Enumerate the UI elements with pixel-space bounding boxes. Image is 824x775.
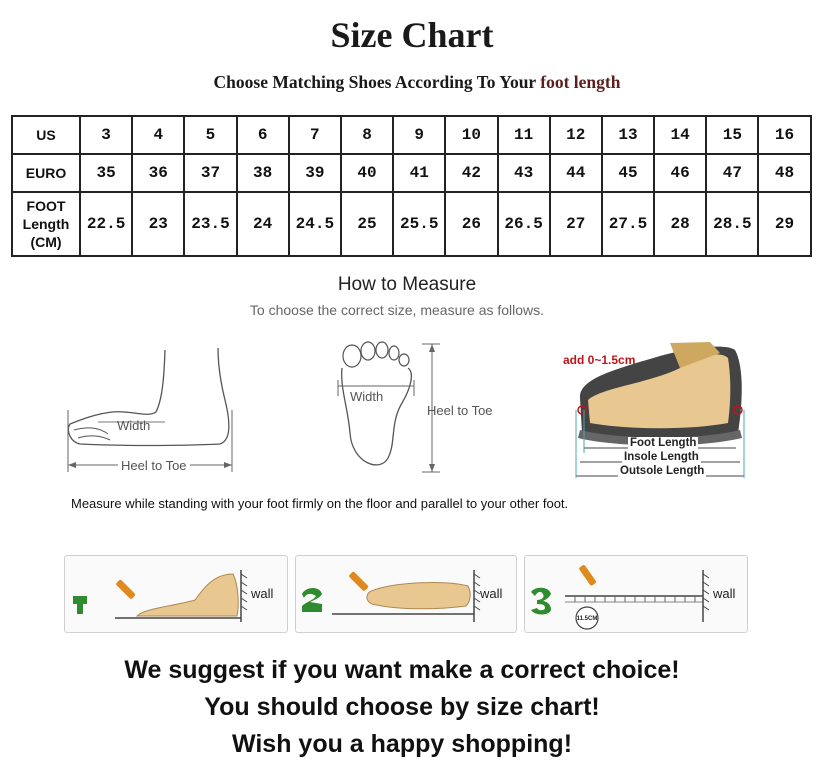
how-to-subtitle: To choose the correct size, measure as follows. bbox=[249, 302, 545, 318]
foot-length-cell: 23.5 bbox=[184, 192, 236, 256]
suggest-line-2: You should choose by size chart! bbox=[204, 693, 600, 721]
us-header: US bbox=[12, 116, 80, 154]
how-to-title: How to Measure bbox=[337, 274, 477, 295]
add-note-label: add 0~1.5cm bbox=[563, 353, 636, 367]
foot-length-cell: 28.5 bbox=[706, 192, 758, 256]
euro-cell: 47 bbox=[706, 154, 758, 192]
us-cell: 3 bbox=[80, 116, 132, 154]
subtitle-highlight: foot length bbox=[540, 72, 621, 92]
foot-length-cell: 28 bbox=[654, 192, 706, 256]
foot-length-cell: 24.5 bbox=[289, 192, 341, 256]
us-cell: 4 bbox=[132, 116, 184, 154]
foot-length-cell: 22.5 bbox=[80, 192, 132, 256]
euro-cell: 45 bbox=[602, 154, 654, 192]
foot-label-2: Length bbox=[22, 216, 70, 232]
foot-length-cell: 23 bbox=[132, 192, 184, 256]
us-cell: 13 bbox=[602, 116, 654, 154]
euro-cell: 40 bbox=[341, 154, 393, 192]
euro-cell: 35 bbox=[80, 154, 132, 192]
foot-length-header bbox=[12, 192, 80, 256]
side-heel-to-toe-label: Heel to Toe bbox=[118, 458, 190, 473]
side-width-label: Width bbox=[117, 418, 151, 433]
us-cell: 7 bbox=[289, 116, 341, 154]
foot-length-cell: 25 bbox=[341, 192, 393, 256]
suggest-line-3: Wish you a happy shopping! bbox=[231, 730, 573, 758]
page-subtitle bbox=[0, 72, 824, 93]
step-3-wall-label: wall bbox=[713, 586, 736, 601]
euro-cell: 44 bbox=[550, 154, 602, 192]
step-1-panel bbox=[64, 555, 288, 633]
outsole-length-label: Outsole Length bbox=[620, 465, 705, 477]
step-1-wall-label: wall bbox=[251, 586, 274, 601]
us-cell: 14 bbox=[654, 116, 706, 154]
foot-length-cell: 29 bbox=[758, 192, 810, 256]
foot-length-cell: 27 bbox=[550, 192, 602, 256]
subtitle-text: Choose Matching Shoes According To Your bbox=[213, 72, 541, 92]
ruler-tag: 11.5CM bbox=[576, 616, 598, 622]
euro-cell: 46 bbox=[654, 154, 706, 192]
us-cell: 11 bbox=[498, 116, 550, 154]
us-cell: 12 bbox=[550, 116, 602, 154]
foot-label-3: (CM) bbox=[30, 234, 62, 250]
euro-header: EURO bbox=[12, 154, 80, 192]
us-cell: 10 bbox=[445, 116, 497, 154]
step-3-panel bbox=[524, 555, 748, 633]
euro-cell: 41 bbox=[393, 154, 445, 192]
us-cell: 6 bbox=[237, 116, 289, 154]
us-cell: 9 bbox=[393, 116, 445, 154]
euro-cell: 38 bbox=[237, 154, 289, 192]
top-heel-to-toe-label: Heel to Toe bbox=[427, 403, 493, 418]
us-cell: 8 bbox=[341, 116, 393, 154]
euro-cell: 43 bbox=[498, 154, 550, 192]
foot-length-cell: 26 bbox=[445, 192, 497, 256]
us-cell: 5 bbox=[184, 116, 236, 154]
euro-cell: 42 bbox=[445, 154, 497, 192]
foot-label-1: FOOT bbox=[26, 198, 66, 214]
suggest-line-1: We suggest if you want make a correct choice! bbox=[124, 656, 680, 684]
euro-cell: 36 bbox=[132, 154, 184, 192]
size-table bbox=[11, 115, 812, 257]
measure-note: Measure while standing with your foot firmly on the floor and parallel to your other foot. bbox=[71, 496, 569, 511]
us-cell: 16 bbox=[758, 116, 810, 154]
foot-length-cell: 24 bbox=[237, 192, 289, 256]
us-row bbox=[12, 116, 811, 154]
foot-length-cell: 27.5 bbox=[602, 192, 654, 256]
step-2-wall-label: wall bbox=[480, 586, 503, 601]
euro-cell: 48 bbox=[758, 154, 810, 192]
us-cell: 15 bbox=[706, 116, 758, 154]
insole-length-label: Insole Length bbox=[624, 451, 699, 463]
euro-cell: 37 bbox=[184, 154, 236, 192]
step-2-panel bbox=[295, 555, 517, 633]
foot-length-cell: 26.5 bbox=[498, 192, 550, 256]
euro-cell: 39 bbox=[289, 154, 341, 192]
top-width-label: Width bbox=[350, 389, 384, 404]
foot-length-row bbox=[12, 192, 811, 256]
foot-length-cell: 25.5 bbox=[393, 192, 445, 256]
page-title: Size Chart bbox=[330, 15, 494, 55]
euro-row bbox=[12, 154, 811, 192]
foot-length-label: Foot Length bbox=[630, 437, 697, 449]
